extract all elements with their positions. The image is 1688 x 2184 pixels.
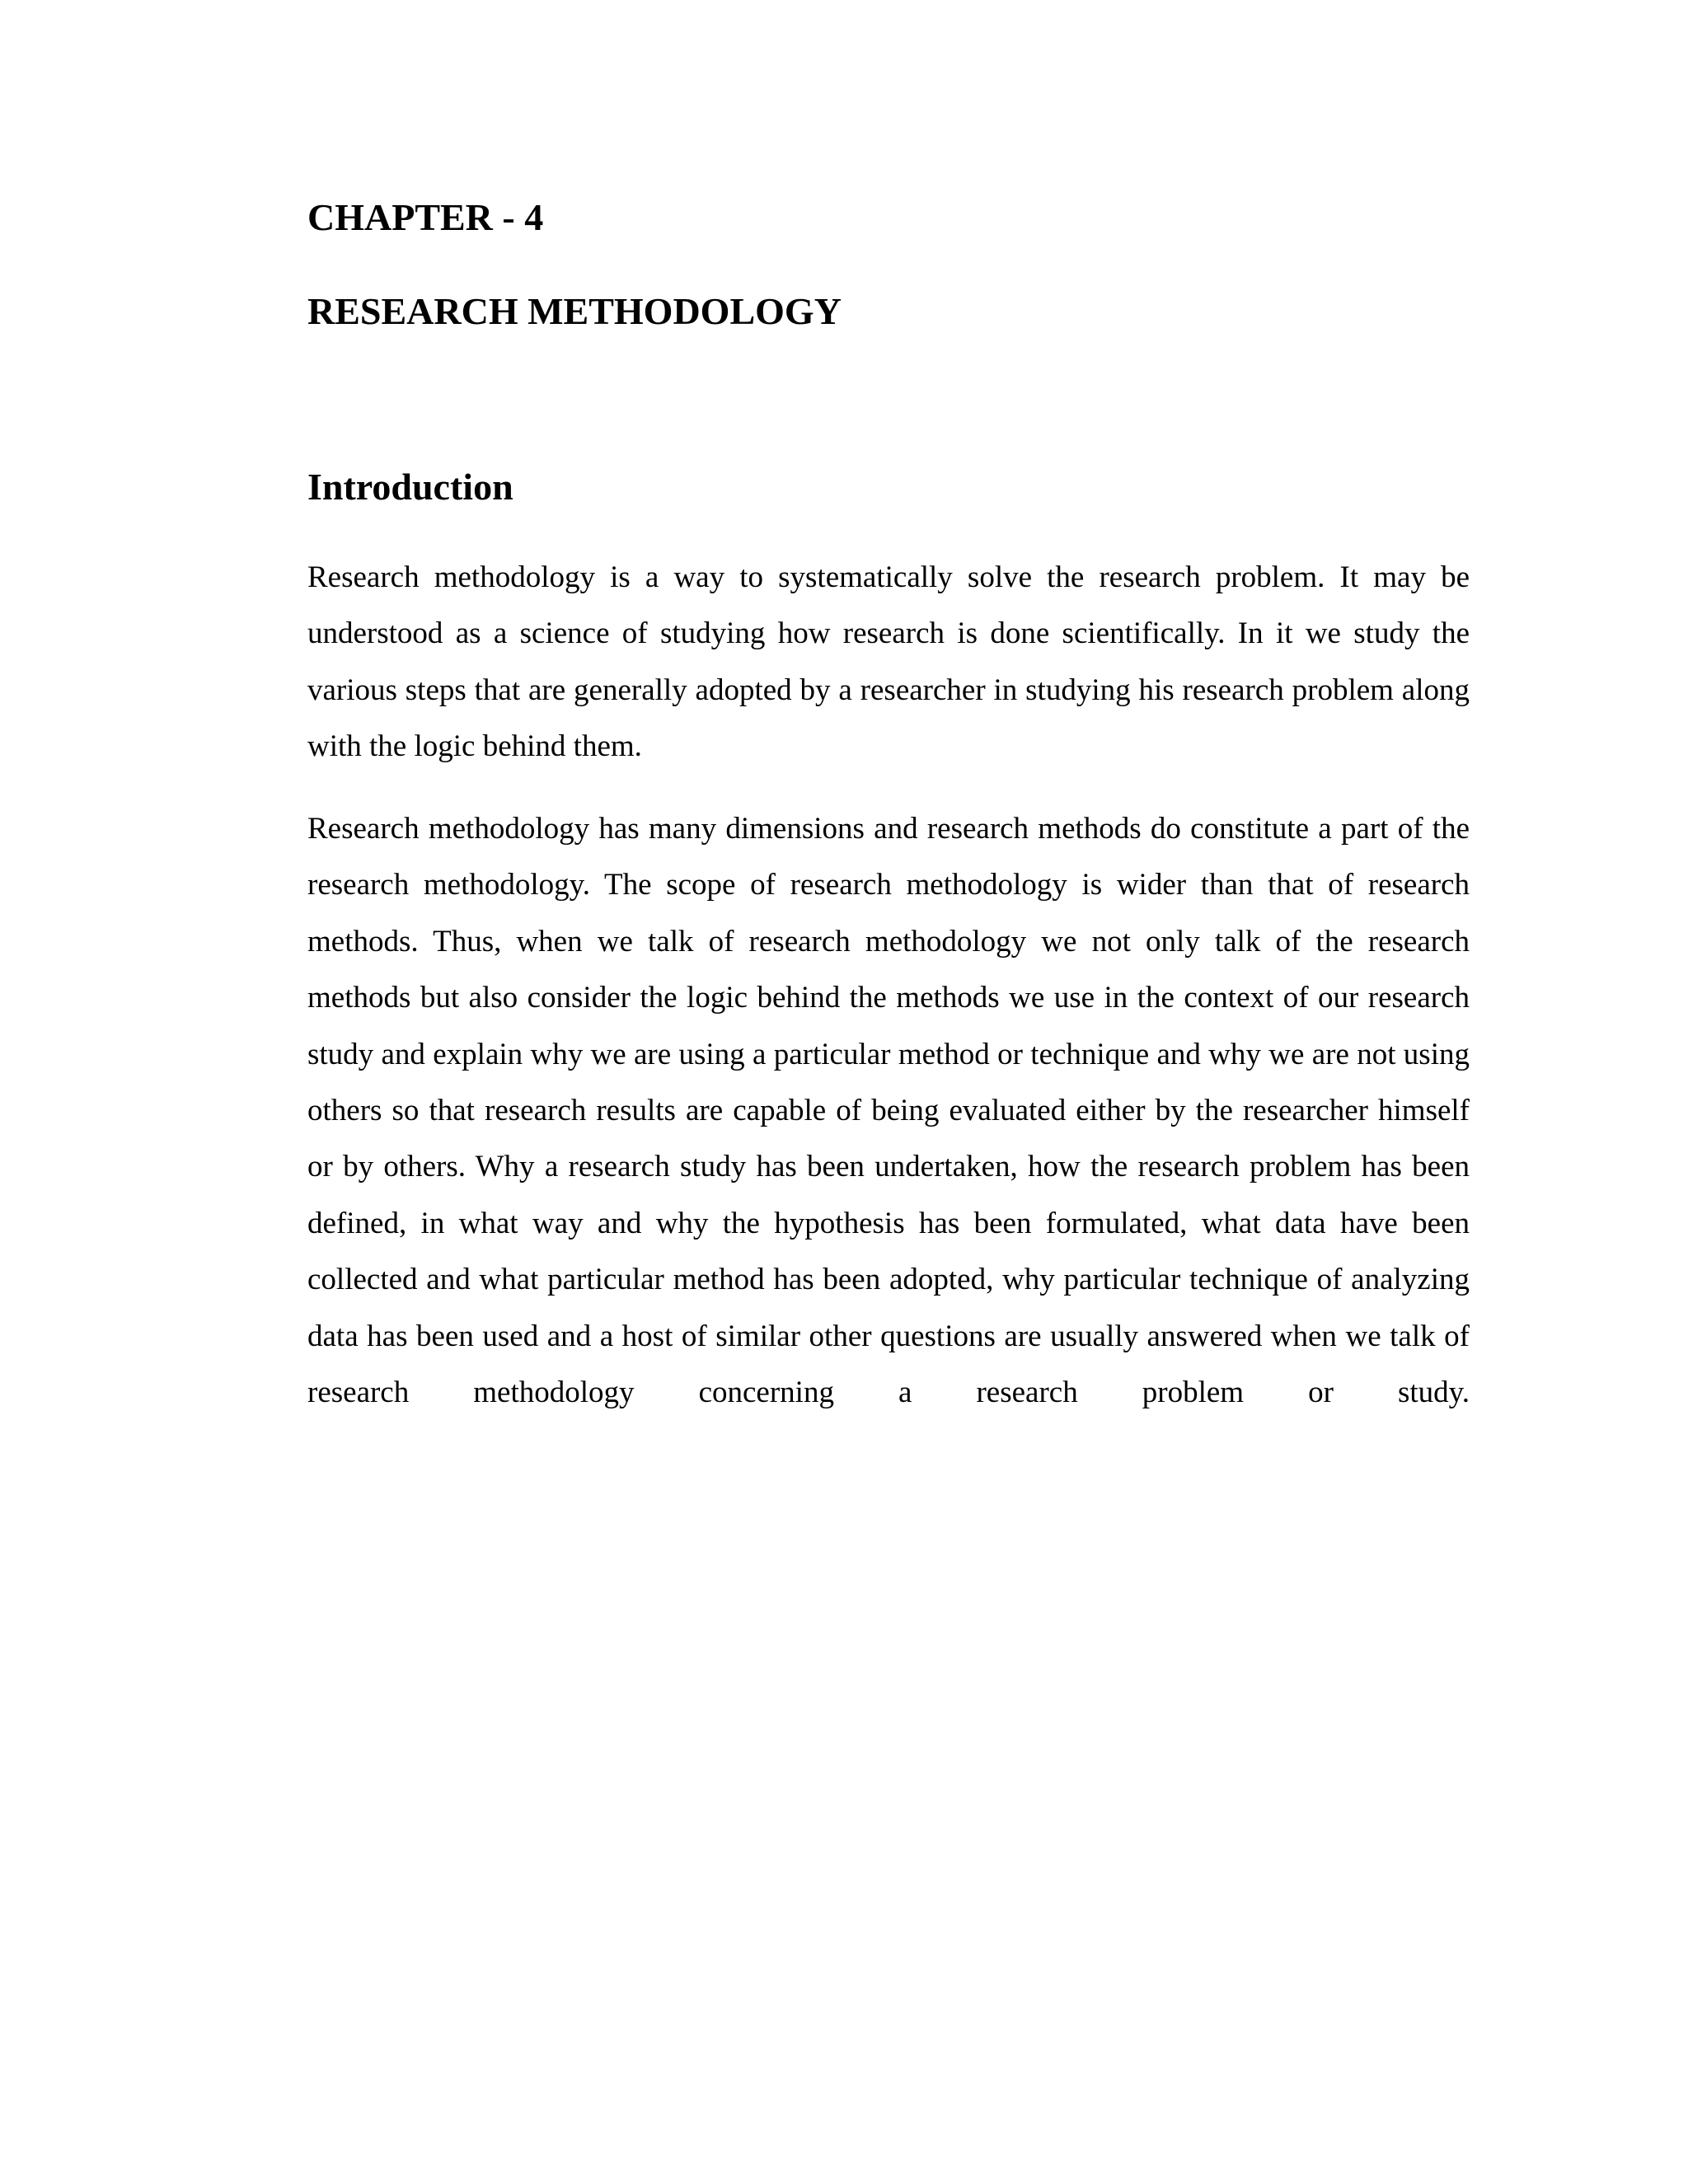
chapter-label: CHAPTER - 4 <box>307 196 544 238</box>
body-paragraph: Research methodology has many dimensions and research methods do constitute a part of the research methodology. The scope of research methodology is wider than that of research methods. Thus, when we talk of research methodology we not only talk of the research methods but also consider the logic behind the methods we use in the context of our research study and explain why we are using a particular method or technique and why we are not using others so that research results are capable of being evaluated either by the researcher himself or by others. Why a research study has been undertaken, how the research problem has been defined, in what way and why the hypothesis has been formulated, what data have been collected and what particular method has been adopted, why particular technique of analyzing data has been used and a host of similar other questions are usually answered when we talk of research methodology concerning a research problem or study. <box>307 812 1470 1410</box>
body-paragraph: Research methodology is a way to systematically solve the research problem. It may be understood as a science of studying how research is done scientifically. In it we study the various steps that are generally adopted by a researcher in studying his research problem along with the logic behind them. <box>307 560 1470 764</box>
chapter-title: RESEARCH METHODOLOGY <box>307 290 842 332</box>
section-heading-introduction: Introduction <box>307 466 513 508</box>
